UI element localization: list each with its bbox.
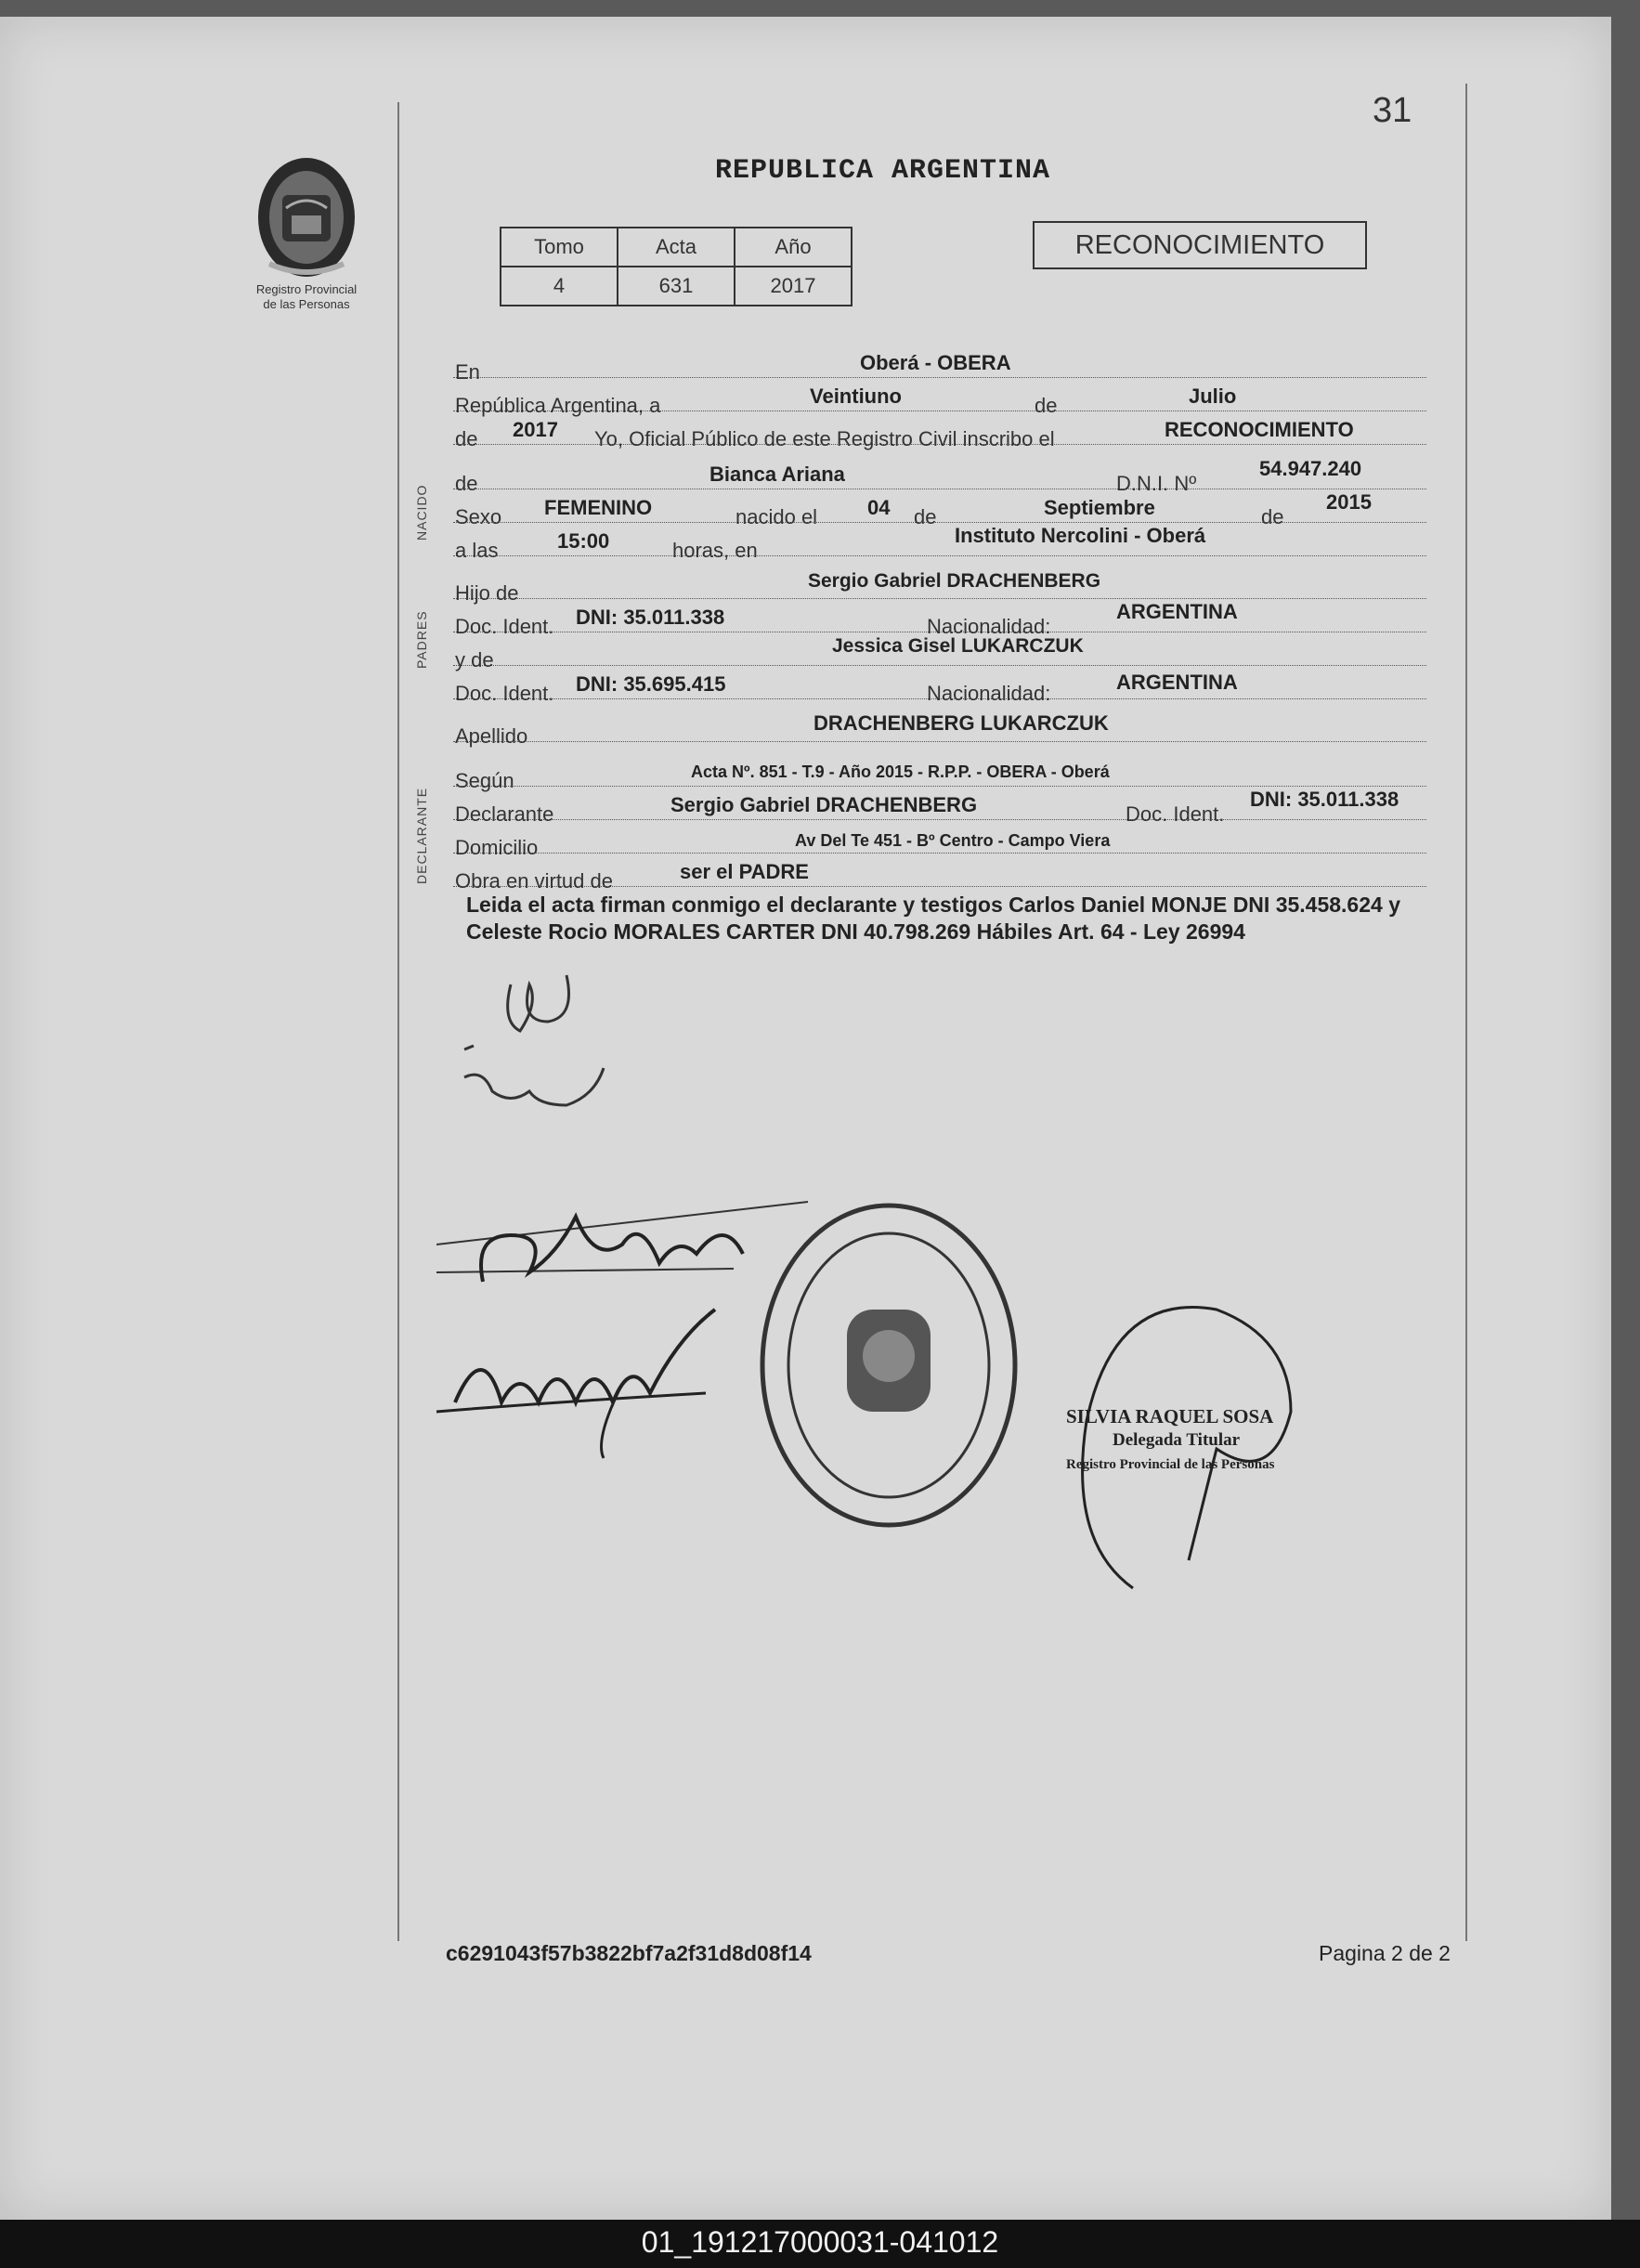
field-row-segun [453,754,1426,792]
de-label-3: de [455,472,478,495]
field-row-inscripcion [453,412,1426,450]
nac-anio-value: 2015 [1326,490,1372,514]
side-label-nacido: NACIDO [414,484,429,541]
declarante-doc-value: DNI: 35.011.338 [1250,788,1399,811]
field-row-hora [453,524,1426,562]
padre-nac-value: ARGENTINA [1116,600,1238,623]
de-label-4: de [914,505,937,528]
lugar-value: Instituto Nercolini - Oberá [955,524,1206,547]
hijo-label: Hijo de [455,581,519,605]
declarante-value: Sergio Gabriel DRACHENBERG [670,793,978,816]
officer-name: SILVIA RAQUEL SOSA [1066,1405,1274,1427]
doc-ident-label-1: Doc. Ident. [455,615,554,638]
mes-value: Julio [1189,385,1237,408]
field-row-sexo [453,490,1426,528]
nacionalidad-label-1: Nacionalidad: [927,615,1051,638]
field-row-en [453,345,1426,384]
logo-caption-line2: de las Personas [263,297,350,311]
dia-value: Veintiuno [810,385,902,408]
tomo-acta-anio-table [500,227,853,306]
doc-ident-label-3: Doc. Ident. [1126,802,1225,826]
image-id-bar [0,2220,1640,2268]
en-value: Oberá - OBERA [860,351,1011,374]
field-row-nombre [453,457,1426,495]
page-indicator: Pagina 2 de 2 [1319,1941,1451,1965]
field-row-domicilio [453,821,1426,859]
declarante-signature-image [446,966,631,1152]
image-id: 01_191217000031-041012 [641,2225,999,2259]
sexo-label: Sexo [455,505,502,528]
madre-nac-value: ARGENTINA [1116,671,1238,694]
horas-label: horas, en [672,539,758,562]
officer-office: Registro Provincial de las Personas [1066,1457,1275,1472]
tomo-value: 4 [501,267,618,306]
domicilio-value: Av Del Te 451 - Bº Centro - Campo Viera [795,831,1111,850]
dni-label: D.N.I. Nº [1116,472,1197,495]
yo-label: Yo, Oficial Público de este Registro Civil inscribo el [594,427,1055,450]
segun-label: Según [455,769,514,792]
apellido-label: Apellido [455,724,528,748]
apellido-value: DRACHENBERG LUKARCZUK [813,711,1109,735]
field-row-apellido [453,710,1426,748]
nacionalidad-label-2: Nacionalidad: [927,682,1051,705]
padre-doc-value: DNI: 35.011.338 [576,606,725,629]
field-row-madre-doc [453,667,1426,705]
de-label-5: de [1261,505,1284,528]
nacido-label: nacido el [735,505,818,528]
right-margin-line [1465,84,1467,1941]
field-row-declarante [453,788,1426,826]
anio-label: Año [735,228,852,267]
de-label-1: de [1035,394,1058,417]
dni-value: 54.947.240 [1259,457,1362,480]
officer-stamp [1066,1404,1274,1477]
document-title: REPUBLICA ARGENTINA [715,155,1051,187]
declarante-label: Declarante [455,802,554,826]
obra-label: Obra en virtud de [455,869,613,893]
hora-value: 15:00 [557,529,610,553]
yde-label: y de [455,648,494,671]
side-label-padres: PADRES [414,610,429,669]
logo-caption-line1: Registro Provincial [255,282,358,296]
field-row-obra [453,854,1426,893]
witness-2-signature-image [436,1300,724,1467]
sexo-value: FEMENINO [544,496,653,519]
field-row-padre-doc [453,600,1426,638]
obra-value: ser el PADRE [680,860,809,883]
registry-logo [228,152,384,329]
nombre-value: Bianca Ariana [709,463,845,486]
left-margin-line [397,102,399,1941]
nac-mes-value: Septiembre [1044,496,1155,519]
inscribo-value: RECONOCIMIENTO [1165,418,1354,441]
record-type-box: RECONOCIMIENTO [1033,221,1367,269]
alas-label: a las [455,539,499,562]
officer-role: Delegada Titular [1113,1430,1241,1450]
acta-value: 631 [618,267,735,306]
closing-statement: Leida el acta firman conmigo el declarante y testigos Carlos Daniel MONJE DNI 35.458.624 y Celeste Rocio MORALES CARTER DNI 40.798.269 Hábiles Art. 64 - Ley 26994 [466,893,1400,944]
en-label: En [455,360,480,384]
madre-value: Jessica Gisel LUKARCZUK [832,635,1084,657]
provincial-coat-of-arms-icon [251,152,362,282]
de-label-2: de [455,427,478,450]
nac-dia-value: 04 [867,496,891,519]
segun-value: Acta Nº. 851 - T.9 - Año 2015 - R.P.P. - OBERA - Oberá [691,763,1110,781]
document-hash: c6291043f57b3822bf7a2f31d8d08f14 [446,1941,812,1965]
republica-label: República Argentina, a [455,394,661,417]
tomo-label: Tomo [501,228,618,267]
doc-ident-label-2: Doc. Ident. [455,682,554,705]
padre-value: Sergio Gabriel DRACHENBERG [808,570,1101,592]
madre-doc-value: DNI: 35.695.415 [576,672,726,696]
acta-label: Acta [618,228,735,267]
domicilio-label: Domicilio [455,836,539,859]
registry-seal-image [754,1198,1023,1532]
side-label-declarante: DECLARANTE [414,787,429,884]
anio-inscripcion-value: 2017 [513,418,558,441]
field-row-padre [453,567,1426,605]
field-row-fecha [453,379,1426,417]
anio-value: 2017 [735,267,852,306]
page-number: 31 [1373,91,1412,130]
field-row-madre [453,633,1426,671]
